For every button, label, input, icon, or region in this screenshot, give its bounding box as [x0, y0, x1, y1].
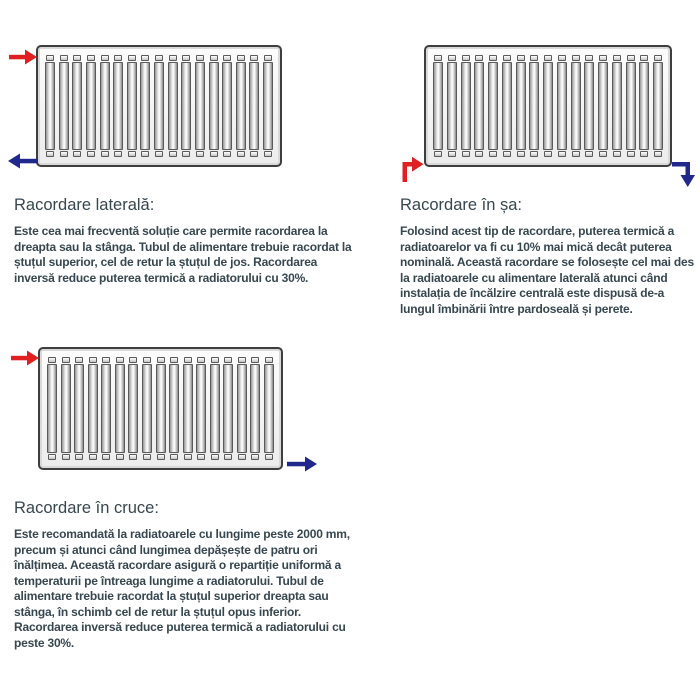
supply-arrow-right-icon: [11, 350, 39, 366]
radiator-fin: [74, 357, 84, 460]
radiator-fin: [86, 55, 96, 157]
radiator-fin: [140, 55, 150, 157]
radiator-fins: [45, 55, 273, 157]
radiator-fin: [584, 55, 594, 157]
radiator-fin: [653, 55, 663, 157]
radiator-sa-diagram: [424, 45, 672, 167]
radiator-fin: [127, 55, 137, 157]
radiator-fin: [557, 55, 567, 157]
section-laterala: [14, 196, 359, 286]
radiator-fin: [181, 55, 191, 157]
radiator-fin: [59, 55, 69, 157]
radiator-fin: [168, 55, 178, 157]
radiator-fin: [488, 55, 498, 157]
radiator-fin: [612, 55, 622, 157]
radiator-fin: [249, 55, 259, 157]
radiator-fin: [169, 357, 179, 460]
radiator-fin: [447, 55, 457, 157]
radiator-fin: [264, 357, 274, 460]
radiator-fin: [61, 357, 71, 460]
radiator-fin: [598, 55, 608, 157]
radiator-fin: [156, 357, 166, 460]
radiator-fin: [223, 357, 233, 460]
supply-arrow-up-right-icon: [400, 152, 424, 182]
section-title: Racordare laterală:: [14, 196, 155, 214]
radiator-fin: [195, 55, 205, 157]
section-sa: [400, 196, 698, 317]
radiator-fin: [45, 55, 55, 157]
radiator-fin: [222, 55, 232, 157]
section-cruce: [14, 499, 362, 651]
radiator-fin: [433, 55, 443, 157]
radiator-fin: [100, 55, 110, 157]
radiator-cruce-diagram: [38, 347, 283, 470]
radiator-fin: [142, 357, 152, 460]
radiator-fins: [433, 55, 663, 157]
radiator-fin: [209, 55, 219, 157]
section-body: Este recomandată la radiatoarele cu lungime peste 2000 mm, precum și atunci când lungimea depășește de patru ori înălțimea. Această racordare asigură o repartiție uniformă a temperaturii pe întreaga lungime a radiatorului. Tubul de alimentare trebuie racordat la ștuțul superior dreapta sau stânga, în schimb cel de retur la ștuțul opus inferior. Racordarea inversă reduce puterea termică a radiatorului cu peste 30%.: [14, 527, 350, 650]
radiator-fin: [196, 357, 206, 460]
radiator-fin: [502, 55, 512, 157]
radiator-fin: [88, 357, 98, 460]
radiator-fin: [72, 55, 82, 157]
radiator-fin: [516, 55, 526, 157]
radiator-fin: [101, 357, 111, 460]
radiator-fin: [154, 55, 164, 157]
radiator-fin: [250, 357, 260, 460]
radiator-fin: [529, 55, 539, 157]
section-title: Racordare în cruce:: [14, 499, 159, 517]
radiator-lateral-diagram: [36, 45, 282, 167]
radiator-fin: [626, 55, 636, 157]
radiator-fin: [237, 357, 247, 460]
return-arrow-left-icon: [8, 153, 38, 169]
section-title: Racordare în șa:: [400, 196, 522, 214]
return-arrow-right-icon: [287, 456, 317, 472]
radiator-fin: [571, 55, 581, 157]
radiator-fin: [183, 357, 193, 460]
radiator-fins: [47, 357, 274, 460]
radiator-fin: [210, 357, 220, 460]
return-arrow-right-down-icon: [672, 158, 700, 188]
section-body: Folosind acest tip de racordare, puterea termică a radiatoarelor va fi cu 10% mai mică decât puterea nominală. Această racordare se folosește cel mai des la radiatoarele cu alimentare laterală atunci când instalația de încălzire centrală este dispusă de-a lungul îmbinării între pardoseală și perete.: [400, 224, 694, 316]
radiator-fin: [543, 55, 553, 157]
supply-arrow-right-icon: [9, 49, 37, 65]
radiator-fin: [474, 55, 484, 157]
radiator-fin: [47, 357, 57, 460]
section-body: Este cea mai frecventă soluție care permite racordarea la dreapta sau la stânga. Tubul de alimentare trebuie racordat la ștuțul superior, cel de retur la ștuțul de jos. Racordarea inversă reduce puterea termică a radiatorului cu 30%.: [14, 224, 352, 285]
radiator-fin: [639, 55, 649, 157]
radiator-fin: [128, 357, 138, 460]
radiator-fin: [113, 55, 123, 157]
radiator-fin: [263, 55, 273, 157]
radiator-fin: [461, 55, 471, 157]
radiator-fin: [115, 357, 125, 460]
radiator-fin: [236, 55, 246, 157]
